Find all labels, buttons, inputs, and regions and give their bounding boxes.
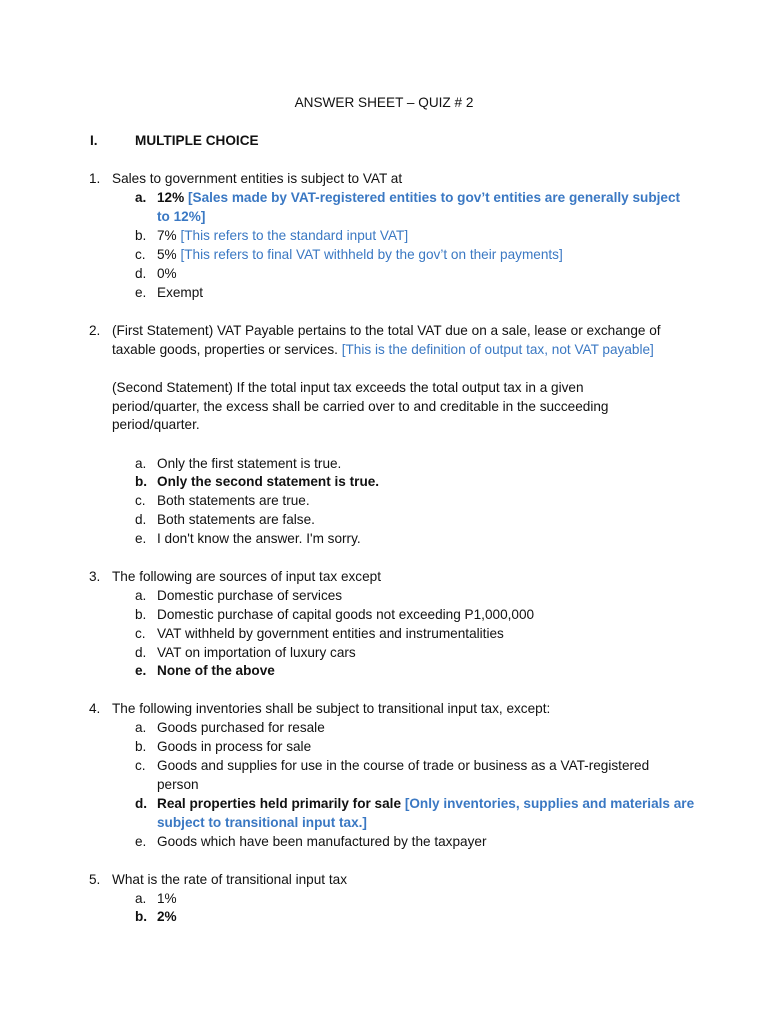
option-d: VAT on importation of luxury cars — [157, 645, 356, 660]
page-title: ANSWER SHEET – QUIZ # 2 — [294, 95, 474, 110]
option-letter: c. — [135, 493, 146, 508]
question-number: 4. — [89, 701, 101, 716]
option-b: 2% — [157, 909, 177, 924]
option-letter: b. — [135, 228, 147, 243]
option-note: [This refers to the standard input VAT] — [180, 228, 409, 243]
option-a — [157, 188, 680, 207]
option-letter: a. — [135, 190, 147, 205]
option-text: Real properties held primarily for sale — [157, 796, 402, 811]
option-letter: b. — [135, 474, 148, 489]
question-text-cont — [112, 340, 654, 359]
option-note: [This refers to final VAT withheld by the gov’t on their payments] — [180, 247, 563, 262]
option-text: 5% — [157, 247, 177, 262]
option-letter: e. — [135, 285, 147, 300]
question-number: 2. — [89, 323, 101, 338]
option-letter: e. — [135, 834, 147, 849]
option-note: [Sales made by VAT-registered entities to gov’t entities are generally subject — [188, 190, 681, 205]
option-a: 1% — [157, 891, 177, 906]
option-letter: b. — [135, 607, 147, 622]
option-letter: d. — [135, 512, 147, 527]
option-b: Goods in process for sale — [157, 739, 312, 754]
option-letter: a. — [135, 720, 147, 735]
option-note-cont: to 12%] — [157, 209, 206, 224]
question-number: 5. — [89, 872, 101, 887]
option-e: None of the above — [157, 663, 275, 678]
option-d: Both statements are false. — [157, 512, 315, 527]
option-d: 0% — [157, 266, 177, 281]
option-c: VAT withheld by government entities and instrumentalities — [157, 626, 504, 641]
option-letter: d. — [135, 266, 147, 281]
option-c: Both statements are true. — [157, 493, 310, 508]
option-letter: b. — [135, 909, 148, 924]
option-letter: a. — [135, 588, 147, 603]
option-a: Only the first statement is true. — [157, 456, 342, 471]
question-note: [This is the definition of output tax, not VAT payable] — [341, 342, 654, 357]
question-text: Sales to government entities is subject to VAT at — [112, 171, 403, 186]
option-d — [157, 794, 694, 813]
option-letter: a. — [135, 891, 147, 906]
option-letter: d. — [135, 645, 147, 660]
second-statement: (Second Statement) If the total input tax exceeds the total output tax in a given — [112, 380, 584, 395]
option-b — [157, 226, 408, 245]
option-e: I don't know the answer. I'm sorry. — [157, 531, 361, 546]
option-letter: e. — [135, 663, 147, 678]
option-a: Domestic purchase of services — [157, 588, 343, 603]
question-number: 1. — [89, 171, 101, 186]
option-c: Goods and supplies for use in the course of trade or business as a VAT-registered — [157, 758, 650, 773]
question-number: 3. — [89, 569, 101, 584]
option-text: 12% — [157, 190, 185, 205]
question-text: (First Statement) VAT Payable pertains to the total VAT due on a sale, lease or exchange of — [112, 323, 661, 338]
option-letter: c. — [135, 247, 146, 262]
option-c — [157, 245, 563, 264]
question-text: What is the rate of transitional input tax — [112, 872, 347, 887]
option-e: Exempt — [157, 285, 204, 300]
second-statement-cont: period/quarter, the excess shall be carried over to and creditable in the succeeding — [112, 399, 609, 414]
section-title: MULTIPLE CHOICE — [135, 133, 259, 148]
question-text: taxable goods, properties or services. — [112, 342, 338, 357]
option-note-cont: subject to transitional input tax.] — [157, 815, 367, 830]
option-c-cont: person — [157, 777, 199, 792]
option-letter: d. — [135, 796, 148, 811]
option-letter: a. — [135, 456, 147, 471]
option-letter: c. — [135, 626, 146, 641]
option-letter: e. — [135, 531, 147, 546]
option-a: Goods purchased for resale — [157, 720, 325, 735]
option-letter: b. — [135, 739, 147, 754]
question-text: The following are sources of input tax except — [112, 569, 382, 584]
second-statement-cont: period/quarter. — [112, 417, 200, 432]
option-text: 7% — [157, 228, 177, 243]
option-e: Goods which have been manufactured by the taxpayer — [157, 834, 487, 849]
option-letter: c. — [135, 758, 146, 773]
option-b: Only the second statement is true. — [157, 474, 380, 489]
question-text: The following inventories shall be subject to transitional input tax, except: — [112, 701, 551, 716]
option-note: [Only inventories, supplies and materials are — [404, 796, 695, 811]
option-b: Domestic purchase of capital goods not exceeding P1,000,000 — [157, 607, 535, 622]
section-number: I. — [90, 133, 98, 148]
